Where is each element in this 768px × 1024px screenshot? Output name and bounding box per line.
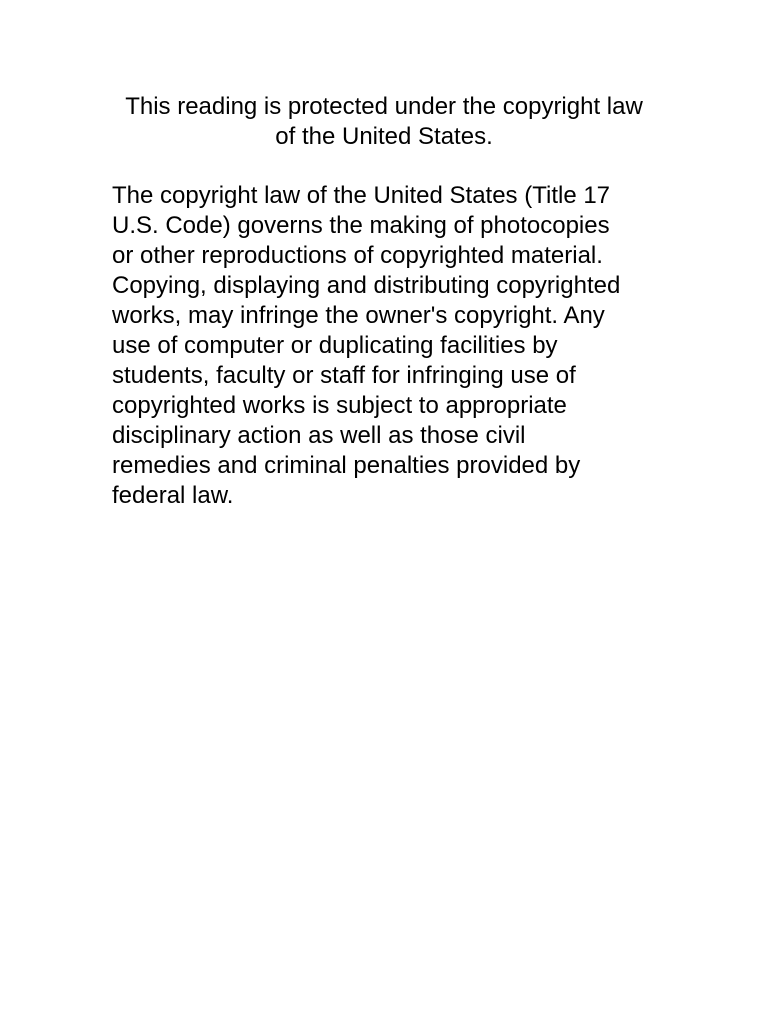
paragraph-line: disciplinary action as well as those civil (112, 422, 526, 449)
paragraph-line: remedies and criminal penalties provided by (112, 452, 581, 479)
paragraph-line: copyrighted works is subject to appropriate (112, 392, 567, 419)
paragraph-line: works, may infringe the owner's copyright. Any (112, 302, 605, 329)
heading-line: This reading is protected under the copyright law (125, 93, 643, 120)
paragraph-line: federal law. (112, 482, 234, 509)
copyright-heading (100, 92, 668, 152)
copyright-notice-paragraph (112, 181, 672, 511)
heading-line: of the United States. (275, 123, 493, 150)
paragraph-line: use of computer or duplicating facilities by (112, 332, 558, 359)
paragraph-line: Copying, displaying and distributing copyrighted (112, 272, 621, 299)
paragraph-line: students, faculty or staff for infringing use of (112, 362, 576, 389)
paragraph-line: The copyright law of the United States (Title 17 (112, 182, 611, 209)
paragraph-line: U.S. Code) governs the making of photocopies (112, 212, 610, 239)
paragraph-line: or other reproductions of copyrighted material. (112, 242, 603, 269)
